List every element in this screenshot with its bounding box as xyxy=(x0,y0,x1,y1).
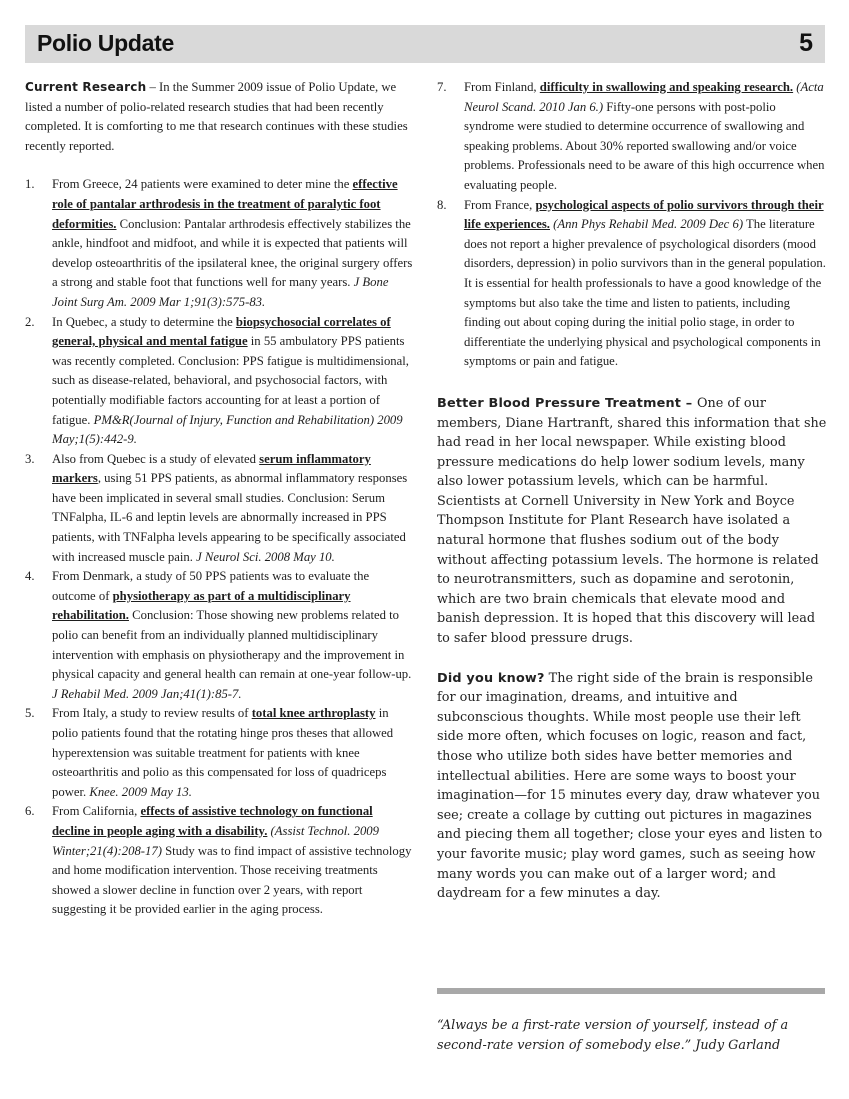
study-highlight: biopsychosocial correlates of general, physical and mental fatigue xyxy=(52,314,391,349)
study-text: From California, xyxy=(52,804,141,819)
study-number: 5. xyxy=(25,706,35,721)
blood-pressure-body: One of our members, Diane Hartranft, shared this information that she had read in her local newspaper. While existing blood pressure medications do help lower sodium levels, many also lower potassium levels, which can be harmful. Scientists at Cornell University in New York and Boyce Thompson Institute for Plant Research have isolated a natural hormone that flushes sodium out of the body without affecting potassium levels. The hormone is related to neurotransmitters, such as dopamine and serotonin, which are two brain chemicals that elevate mood and banish depression. It is hoped that this discovery will lead to safer blood pressure drugs. xyxy=(437,395,827,647)
study-number: 1. xyxy=(25,177,35,192)
study-text: From Italy, a study to review results of xyxy=(52,706,252,721)
current-research-intro xyxy=(25,78,413,156)
study-highlight: physiotherapy as part of a multidisciplinary rehabilitation. xyxy=(52,588,351,623)
study-number: 6. xyxy=(25,804,35,819)
study-highlight: total knee arthroplasty xyxy=(251,706,376,721)
study-number: 2. xyxy=(25,314,35,329)
study-highlight: psychological aspects of polio survivors through their life experiences. xyxy=(464,197,824,232)
did-you-know-article xyxy=(437,669,827,904)
study-item-5 xyxy=(25,704,413,802)
study-citation: J Neurol Sci. 2008 May 10. xyxy=(196,549,335,564)
study-text: From France, xyxy=(464,197,536,212)
did-you-know-heading: Did you know? xyxy=(437,670,545,686)
study-text: Conclusion: Those showing new problems related to polio can benefit from an individually planned multidisciplinary intervention with emphasis on physiotherapy and the improvement in physical capacity and general health can remain at one-year follow-up. xyxy=(52,608,412,682)
page-header xyxy=(25,25,825,63)
study-item-6 xyxy=(25,802,413,920)
study-text: Study was to find impact of assistive technology and home modification intervention. Those receiving treatments showed a slower decline in function over 2 years, with report suggesting it be provided earlier in the aging process. xyxy=(52,843,412,917)
study-text: From Denmark, a study of 50 PPS patients was to evaluate the outcome of xyxy=(52,569,370,603)
study-text: in 55 ambulatory PPS patients was recently completed. Conclusion: PPS fatigue is multidimensional, such as disease-related, behavioral, and psychosocial factors, with potentially modifiable factors accounting for at least a portion of fatigue. xyxy=(52,334,409,427)
study-text: The literature does not report a higher prevalence of psychological disorders (mood disorders, depression) in polio survivors than in the general population. It is essential for health professionals to have a good knowledge of the symptoms but also take the time and listen to patients, including finding out about coping during the initial polio stage, in order to differentiate the underlying physical and psychological components in symptoms or pain and fatigue. xyxy=(464,217,826,369)
study-citation: (Ann Phys Rehabil Med. 2009 Dec 6) xyxy=(553,217,744,232)
blood-pressure-heading: Better Blood Pressure Treatment – xyxy=(437,395,698,411)
newsletter-title: Polio Update xyxy=(37,30,174,56)
study-number: 7. xyxy=(437,80,447,94)
study-text: From Greece, 24 patients were examined to deter mine the xyxy=(52,177,353,192)
study-number: 4. xyxy=(25,569,35,584)
study-item-2 xyxy=(25,313,413,450)
current-research-text: – In the Summer 2009 issue of Polio Update, we listed a number of polio-related research studies that had been recently completed. It is comforting to me that research continues with these studies recently reported. xyxy=(25,80,408,153)
did-you-know-body: The right side of the brain is responsible for our imagination, dreams, and intuitive and subconscious thoughts. While most people use their left side more often, which focuses on logic, reason and fact, those who utilize both sides have better memories and intellectual abilities. Here are some ways to boost your imagination—for 15 minutes every day, draw whatever you see; create a collage by cutting out pictures in magazines and piecing them all together; close your eyes and listen to your favorite music; play word games, such as seeing how many words you can make out of a larger word; and daydream for a few minutes a day. xyxy=(437,670,823,902)
left-column xyxy=(25,78,413,920)
closing-quote xyxy=(437,1016,829,1056)
quote-author: Judy Garland xyxy=(691,1038,781,1053)
right-column xyxy=(437,78,827,904)
study-citation: J Bone Joint Surg Am. 2009 Mar 1;91(3):575-83. xyxy=(52,275,389,309)
study-item-7 xyxy=(437,78,827,196)
section-divider xyxy=(437,988,825,994)
study-text: Conclusion: Pantalar arthrodesis effectively stabilizes the ankle, hindfoot and midfoot, and while it is expected that patients will develop osteoarthritis of the ipsilateral knee, the original surgery offers a strong and stable foot that functions well for many years. xyxy=(52,216,413,290)
study-text: , using 51 PPS patients, as abnormal inflammatory responses have been implicated in several small studies. Conclusion: Serum TNFalpha, IL-6 and leptin levels are abnormally increased in PPS patients, with TNFalpha levels appearing to be specifically associated with increased muscle pain. xyxy=(52,471,408,564)
study-highlight: effective role of pantalar arthrodesis in the treatment of paralytic foot deformities. xyxy=(52,177,398,231)
study-item-4 xyxy=(25,567,413,704)
study-text: In Quebec, a study to determine the xyxy=(52,314,236,329)
study-item-1 xyxy=(25,175,413,312)
study-highlight: serum inflammatory markers xyxy=(52,451,371,486)
study-item-8 xyxy=(437,196,827,372)
blood-pressure-article xyxy=(437,394,827,649)
study-list-right xyxy=(437,78,827,372)
study-number: 3. xyxy=(25,451,35,466)
study-number: 8. xyxy=(437,197,447,212)
study-citation: J Rehabil Med. 2009 Jan;41(1):85-7. xyxy=(52,686,242,701)
study-item-3 xyxy=(25,450,413,568)
study-highlight: difficulty in swallowing and speaking research. xyxy=(539,80,794,94)
quote-text: “Always be a first-rate version of yourself, instead of a second-rate version of somebody else.” xyxy=(437,1018,789,1053)
study-citation: (Assist Technol. 2009 Winter;21(4):208-17) xyxy=(52,823,379,858)
study-citation: (Acta Neurol Scand. 2010 Jan 6.) xyxy=(464,80,824,114)
study-citation: PM&R(Journal of Injury, Function and Rehabilitation) 2009 May;1(5):442-9. xyxy=(52,412,403,447)
study-text: From Finland, xyxy=(464,80,540,94)
current-research-heading: Current Research xyxy=(25,80,147,94)
study-highlight: effects of assistive technology on functional decline in people aging with a disability. xyxy=(52,804,373,838)
study-text: in polio patients found that the rotating hinge pros theses that allowed hyperextension was suitable treatment for patients with knee osteoarthritis and polio as this compensated for loss of quadriceps power. xyxy=(52,706,394,799)
page-number: 5 xyxy=(799,29,813,57)
study-text: Also from Quebec is a study of elevated xyxy=(52,451,260,466)
study-citation: Knee. 2009 May 13. xyxy=(89,784,192,799)
study-text: Fifty-one persons with post-polio syndrome were studied to determine occurrence of swallowing and speaking problems. About 30% reported swallowing and/or voice problems. Professionals need to be aware of this high occurrence when evaluating people. xyxy=(464,99,825,192)
study-list-left xyxy=(25,175,413,920)
